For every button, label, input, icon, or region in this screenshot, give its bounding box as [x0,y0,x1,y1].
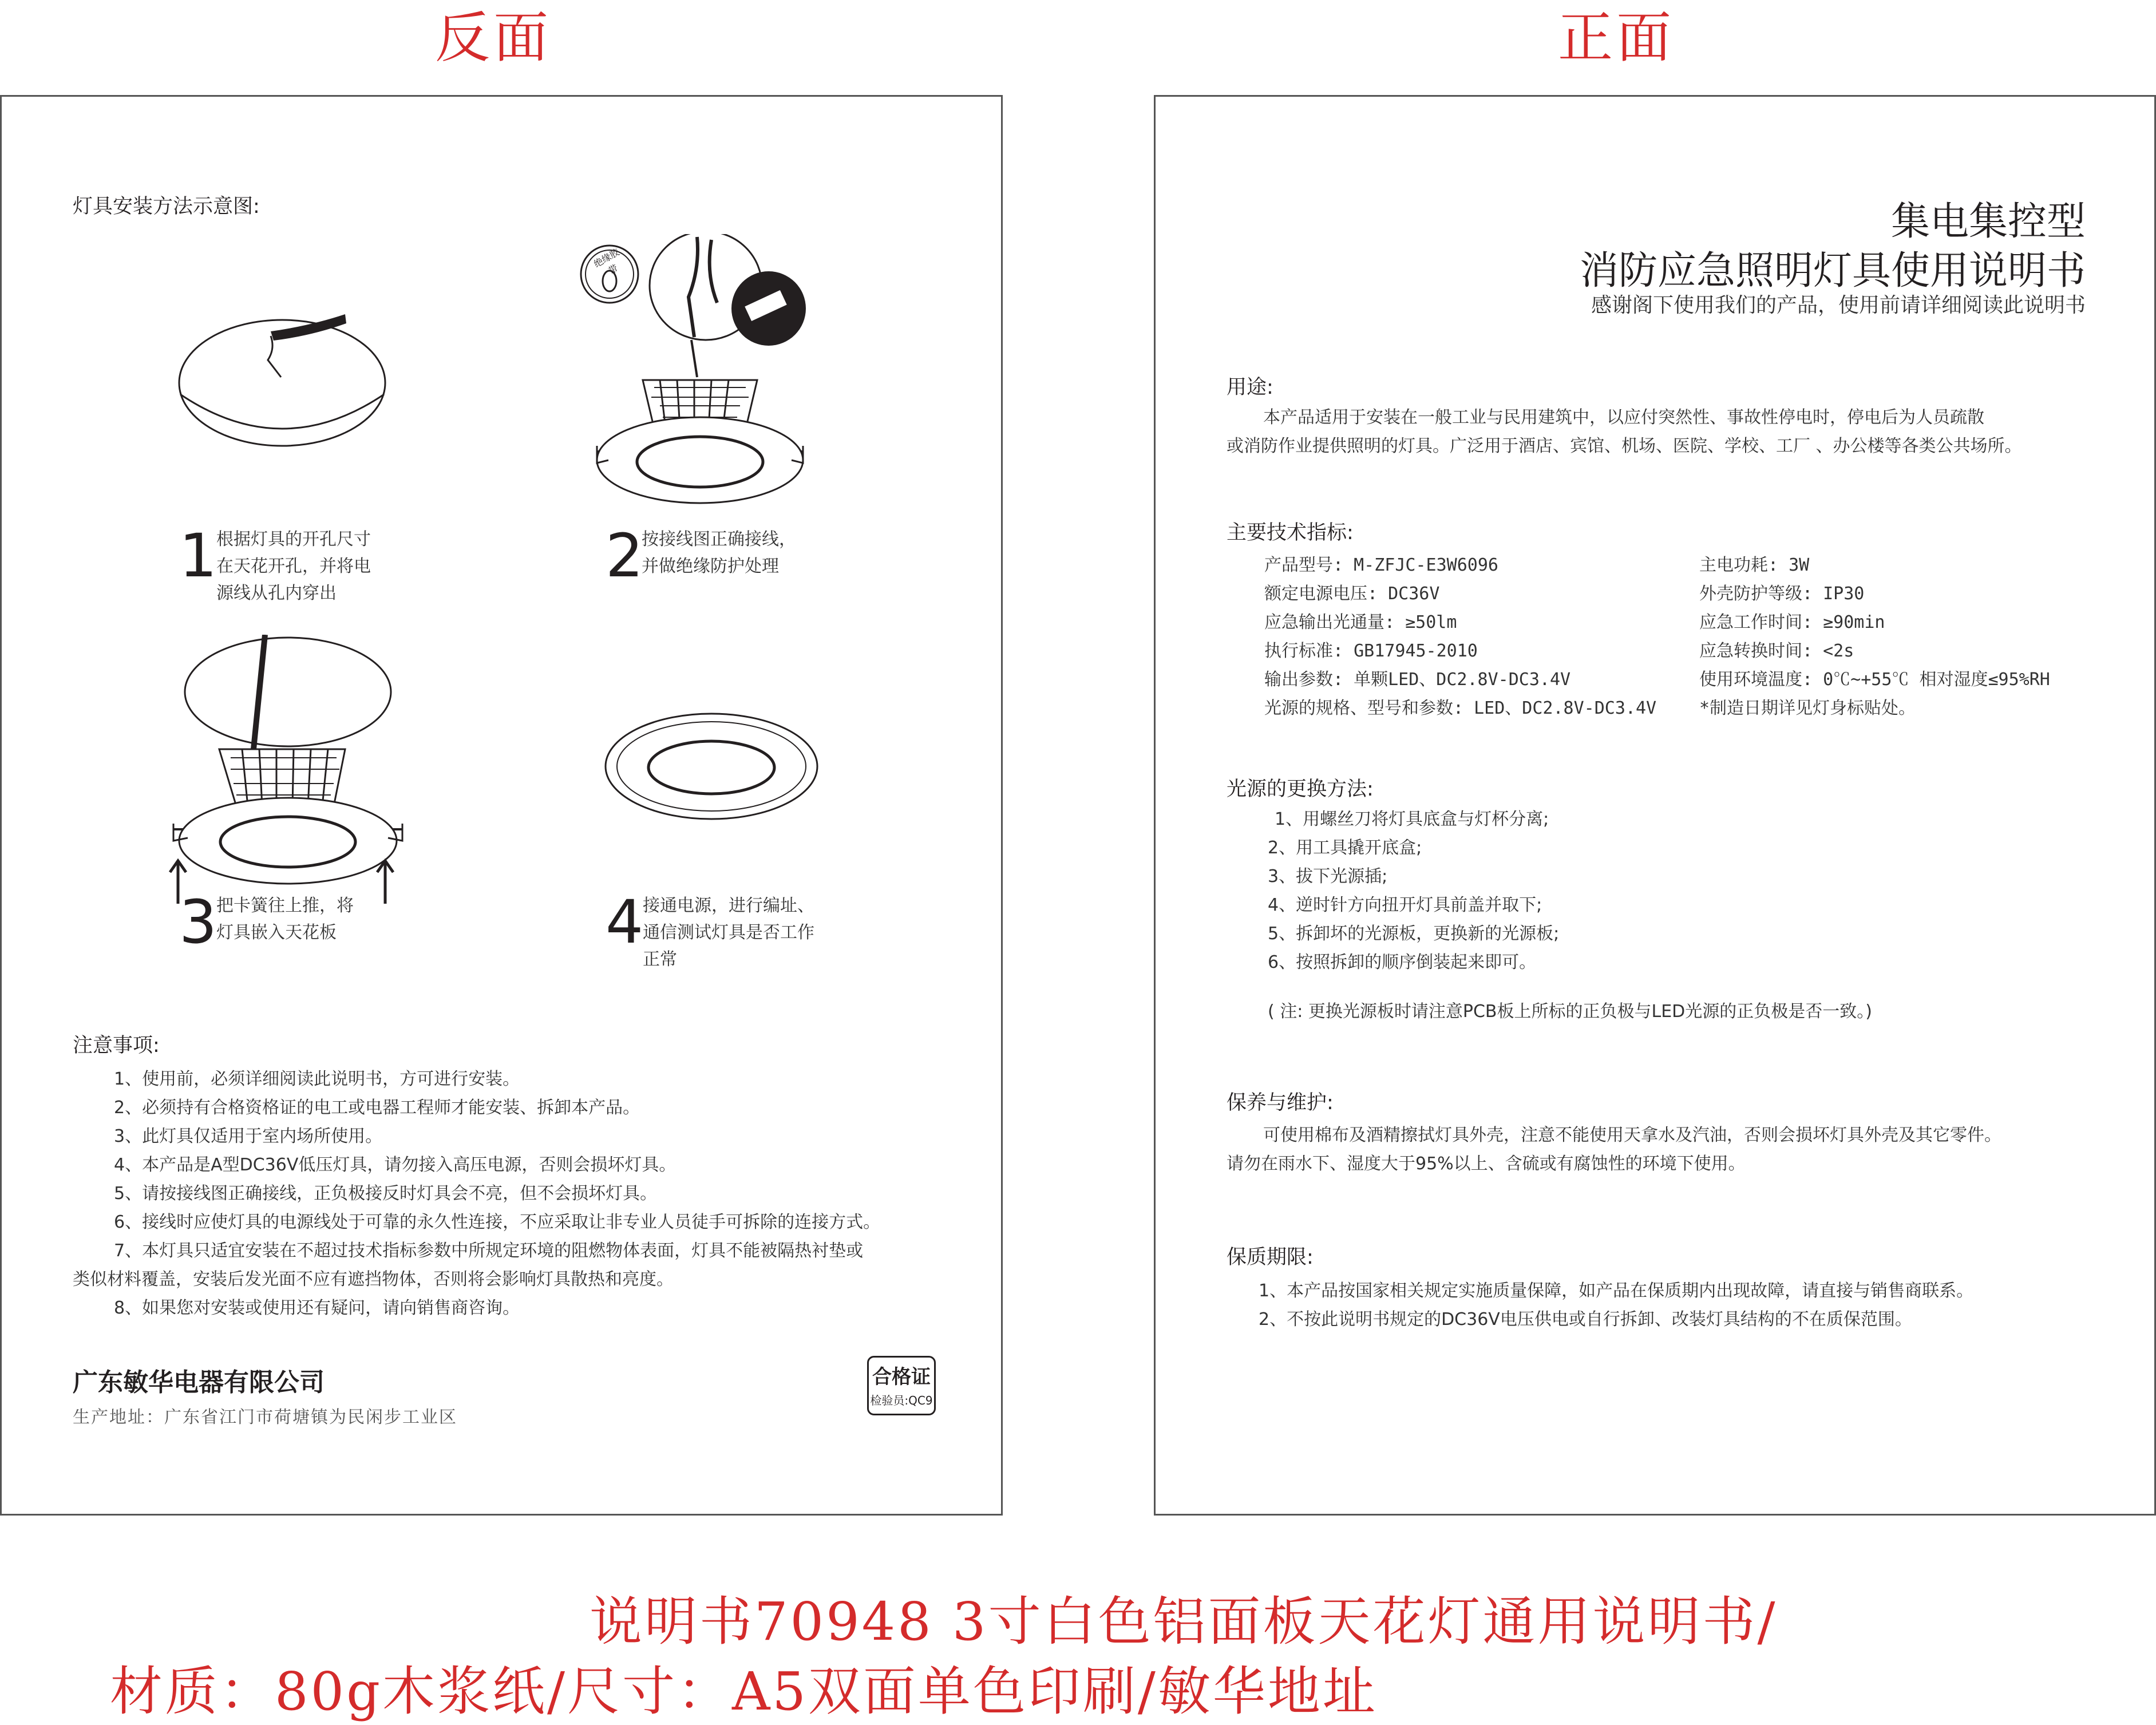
cert-title: 合格证 [872,1366,931,1388]
note-item: 1、使用前，必须详细阅读此说明书，方可进行安装。 [114,1069,520,1089]
step-desc-4: 接通电源，进行编址、 通信测试灯具是否工作 正常 [643,896,814,970]
spec-item: 输出参数: 单颗LED、DC2.8V-DC3.4V [1264,670,1571,690]
step-number-4: 4 [606,887,644,957]
replace-steps [1268,805,1559,977]
maintenance-text: 可使用棉布及酒精擦拭灯具外壳，注意不能使用天拿水及汽油，否则会损坏灯具外壳及其它零件。 请勿在雨水下、湿度大于95%以上、含硫或有腐蚀性的环境下使用。 [1227,1125,2001,1174]
notes-title: 注意事项: [73,1034,160,1057]
warranty-item: 1、本产品按国家相关规定实施质量保障，如产品在保质期内出现故障，请直接与销售商联系。 [1259,1281,1974,1301]
replace-step: 1、用螺丝刀将灯具底盒与灯杯分离; [1275,809,1549,829]
maintenance-title: 保养与维护: [1227,1091,1334,1114]
front-side-label: 正面 [1558,6,1675,70]
replace-title: 光源的更换方法: [1227,778,1374,801]
usage-title: 用途: [1227,376,1273,399]
step-desc-1: 根据灯具的开孔尺寸 在天花开孔，并将电 源线从孔内穿出 [216,529,371,603]
spec-item: 外壳防护等级: IP30 [1699,584,1865,604]
step2-illustration [574,234,820,543]
step4-illustration [597,703,826,829]
spec-item: 主电功耗: 3W [1699,555,1810,575]
replace-step: 2、用工具撬开底盒; [1268,838,1422,858]
step-desc-3: 把卡簧往上推，将 灯具嵌入天花板 [216,896,354,943]
step-desc-2: 按接线图正确接线， 并做绝缘防护处理 [642,529,796,576]
warranty-title: 保质期限: [1227,1246,1314,1269]
replace-step: 6、按照拆卸的顺序倒装起来即可。 [1268,952,1537,972]
cert-inspector: 检验员:QC9 [870,1394,933,1407]
replace-step: 4、逆时针方向扭开灯具前盖并取下; [1268,895,1542,915]
company-address: 生产地址：广东省江门市荷塘镇为民闲步工业区 [73,1407,457,1427]
spec-item: 使用环境温度: 0℃~+55℃ 相对湿度≤95%RH [1699,670,2050,690]
note-item: 3、此灯具仅适用于室内场所使用。 [114,1126,383,1146]
note-item: 类似材料覆盖，安装后发光面不应有遮挡物体，否则将会影响灯具散热和亮度。 [73,1269,674,1289]
specs-left-column [1264,551,1656,723]
company-name: 广东敏华电器有限公司 [73,1368,325,1397]
spec-item: 应急输出光通量: ≥50lm [1264,612,1457,632]
note-item: 2、必须持有合格资格证的电工或电器工程师才能安装、拆卸本产品。 [114,1098,640,1118]
manual-subtitle: 感谢阁下使用我们的产品，使用前请详细阅读此说明书 [1591,294,2086,317]
back-page [0,95,1003,1516]
spec-item: 执行标准: GB17945-2010 [1264,641,1478,661]
note-item: 6、接线时应使灯具的电源线处于可靠的永久性连接，不应采取让非专业人员徒手可拆除的连接方式。 [114,1212,881,1232]
front-page [1154,95,2156,1516]
replace-note: ( 注: 更换光源板时请注意PCB板上所标的正负极与LED光源的正负极是否一致。) [1268,1002,1872,1022]
spec-item: 应急工作时间: ≥90min [1699,612,1885,632]
spec-item: 应急转换时间: <2s [1699,641,1854,661]
step-number-1: 1 [179,521,217,591]
footer-line-1: 说明书70948 3寸白色铝面板天花灯通用说明书/ [590,1591,1778,1652]
manual-title-line1: 集电集控型 [1890,199,2086,244]
warranty-list [1259,1277,1973,1334]
note-item: 4、本产品是A型DC36V低压灯具，请勿接入高压电源，否则会损坏灯具。 [114,1155,677,1175]
note-item: 8、如果您对安装或使用还有疑问，请向销售商咨询。 [114,1298,520,1318]
specs-title: 主要技术指标: [1227,521,1354,544]
specs-right-column [1699,551,2050,723]
spec-item: *制造日期详见灯身标贴处。 [1699,698,1916,718]
manual-title-line2: 消防应急照明灯具使用说明书 [1579,248,2086,294]
replace-step: 5、拆卸坏的光源板，更换新的光源板; [1268,924,1560,944]
insulation-tape-label: 绝缘胶带 [592,246,622,277]
note-item: 7、本灯具只适宜安装在不超过技术指标参数中所规定环境的阻燃物体表面，灯具不能被隔热衬垫或 [114,1241,864,1261]
qualification-certificate [867,1356,936,1415]
step-number-2: 2 [606,521,644,591]
footer-line-2: 材质：80g木浆纸/尺寸：A5双面单色印刷/敏华地址 [110,1661,1378,1722]
warranty-item: 2、不按此说明书规定的DC36V电压供电或自行拆卸、改装灯具结构的不在质保范围。 [1259,1309,1912,1330]
spec-item: 光源的规格、型号和参数: LED、DC2.8V-DC3.4V [1264,698,1657,718]
spec-item: 产品型号: M-ZFJC-E3W6096 [1264,555,1498,575]
back-side-label: 反面 [435,6,552,70]
replace-step: 3、拔下光源插; [1268,867,1388,887]
usage-text: 本产品适用于安装在一般工业与民用建筑中，以应付突然性、事故性停电时，停电后为人员疏散 或消防作业提供照明的灯具。广泛用于酒店、宾馆、机场、医院、学校、工厂 、办公楼等各类公共场所。 [1227,407,2022,456]
notes-list [73,1065,966,1323]
step-number-3: 3 [179,887,217,957]
spec-item: 额定电源电压: DC36V [1264,584,1440,604]
diagram-title: 灯具安装方法示意图: [73,195,260,218]
note-item: 5、请按接线图正确接线，正负极接反时灯具会不亮，但不会损坏灯具。 [114,1184,658,1204]
step1-illustration [173,286,402,452]
